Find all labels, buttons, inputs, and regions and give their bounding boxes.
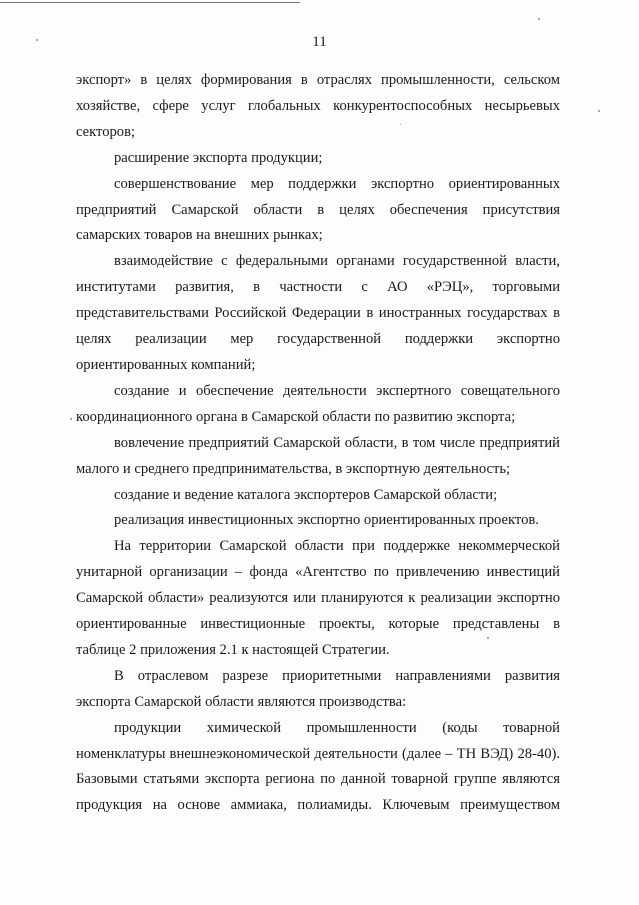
scan-speck: [36, 39, 38, 41]
paragraph-export-continuation: экспорт» в целях формирования в отраслях промышленности, сельском хозяйстве, сфере услуг глобальных конкурентоспособных несырьевых секторов;: [76, 72, 560, 140]
paragraph-investment-projects: реализация инвестиционных экспортно ориентированных проектов.: [114, 512, 539, 529]
top-border-line: [0, 2, 300, 3]
paragraph-priority-sectors: В отраслевом разрезе приоритетными направлениями развития экспорта Самарской области являются производства:: [76, 667, 560, 710]
page-number: 11: [312, 34, 327, 50]
scan-speck: [400, 124, 401, 125]
paragraph-sme-involvement: вовлечение предприятий Самарской области, в том числе предприятий малого и среднего предпринимательства, в экспортную деятельность;: [76, 434, 560, 477]
scan-speck: [538, 18, 540, 20]
paragraph-investment-agency: На территории Самарской области при поддержке некоммерческой унитарной организации – фонда «Агентство по привлечению инвестиций Самарской области» реализуются или планируются к реализации экспортно ориентированные инвестиционные проекты, которые представлены в таблице 2 приложения 2.1 к настоящей Стратегии.: [76, 538, 560, 658]
scan-speck: [70, 418, 72, 420]
paragraph-coordination-body: создание и обеспечение деятельности экспертного совещательного координационного органа в Самарской области по развитию экспорта;: [76, 382, 560, 425]
scan-speck: [487, 637, 489, 639]
document-body: [76, 68, 560, 819]
paragraph-exporters-catalog: создание и ведение каталога экспортеров Самарской области;: [114, 486, 498, 503]
paragraph-expansion: расширение экспорта продукции;: [114, 149, 323, 166]
scan-speck: [598, 110, 600, 112]
paragraph-support-measures: совершенствование мер поддержки экспортно ориентированных предприятий Самарской области в целях обеспечения присутствия самарских товаров на внешних рынках;: [76, 175, 560, 244]
paragraph-chemical-industry: продукции химической промышленности (коды товарной номенклатуры внешнеэкономической деятельности (далее – ТН ВЭД) 28-40). Базовыми статьями экспорта региона по данной товарной группе являются продукция на основе аммиака, полиамиды. Ключевым преимуществом: [76, 719, 560, 814]
paragraph-federal-interaction: взаимодействие с федеральными органами государственной власти, институтами развития, в частности с АО «РЭЦ», торговыми представительствами Российской Федерации в иностранных государствах в целях реализации мер государственной поддержки экспортно ориентированных компаний;: [76, 253, 560, 373]
